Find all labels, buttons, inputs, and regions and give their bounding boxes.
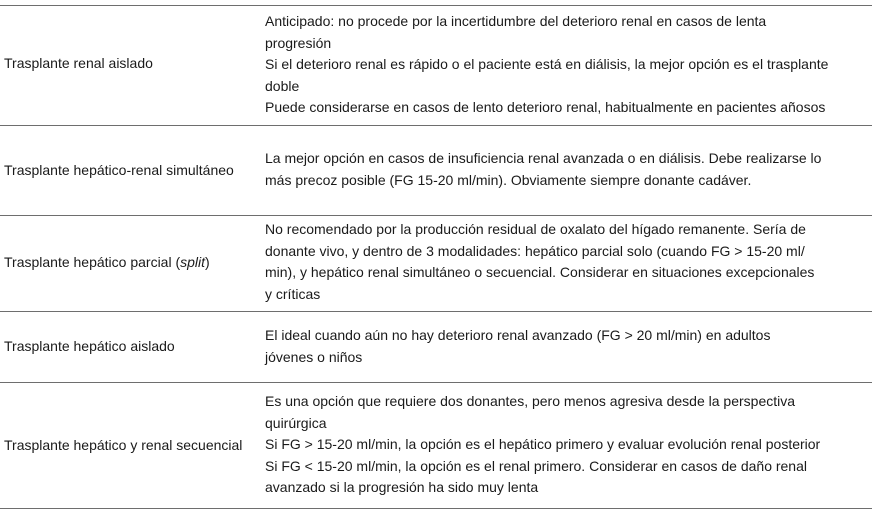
- description-line: donante vivo, y dentro de 3 modalidades: hepático parcial solo (cuando FG > 15-20 ml/: [265, 242, 805, 259]
- description-line: quirúrgica: [265, 414, 327, 431]
- row-description: [265, 148, 865, 191]
- table-row: [0, 216, 872, 312]
- row-label: Trasplante hepático aislado: [4, 338, 175, 354]
- description-line: El ideal cuando aún no hay deterioro renal avanzado (FG > 20 ml/min) en adultos: [265, 327, 771, 343]
- table-row: [0, 126, 872, 216]
- row-description: [265, 11, 865, 119]
- description-line: Es una opción que requiere dos donantes, pero menos agresiva desde la perspectiva: [265, 393, 796, 409]
- row-description: [265, 325, 865, 368]
- row-description: [265, 219, 865, 305]
- description-line: más precoz posible (FG 15-20 ml/min). Obviamente siempre donante cadáver.: [265, 171, 752, 188]
- row-label: [4, 252, 210, 273]
- row-description: [265, 391, 865, 499]
- table-row: [0, 312, 872, 383]
- table-row: [0, 383, 872, 509]
- description-line: min), y hepático renal simultáneo o secuencial. Considerar en situaciones excepcionales: [265, 264, 815, 280]
- description-line: avanzado si la progresión ha sido muy lenta: [265, 479, 539, 495]
- table-row: [0, 5, 872, 126]
- description-line: Puede considerarse en casos de lento deterioro renal, habitualmente en pacientes añosos: [265, 99, 826, 115]
- description-line: Si FG > 15-20 ml/min, la opción es el hepático primero y evaluar evolución renal posterior: [265, 436, 821, 452]
- row-label-italic: split: [180, 254, 206, 270]
- description-line: y críticas: [265, 285, 321, 302]
- row-label-text: Trasplante hepático parcial (: [4, 254, 181, 270]
- description-line: doble: [265, 77, 300, 94]
- row-label: Trasplante hepático-renal simultáneo: [4, 162, 234, 178]
- row-label: Trasplante renal aislado: [4, 55, 153, 71]
- description-line: La mejor opción en casos de insuficiencia renal avanzada o en diálisis. Debe realizarse lo: [265, 150, 822, 166]
- row-label: Trasplante hepático y renal secuencial: [4, 437, 243, 453]
- row-label-end: ): [205, 254, 210, 270]
- description-line: Si FG < 15-20 ml/min, la opción es el renal primero. Considerar en casos de daño renal: [265, 457, 807, 474]
- description-line: Si el deterioro renal es rápido o el paciente está en diálisis, la mejor opción es el trasplante: [265, 56, 829, 72]
- description-line: No recomendado por la producción residual de oxalato del hígado remanente. Sería de: [265, 221, 806, 237]
- description-line: progresión: [265, 34, 332, 51]
- description-line: jóvenes o niños: [265, 348, 363, 365]
- description-line: Anticipado: no procede por la incertidumbre del deterioro renal en casos de lenta: [265, 13, 767, 29]
